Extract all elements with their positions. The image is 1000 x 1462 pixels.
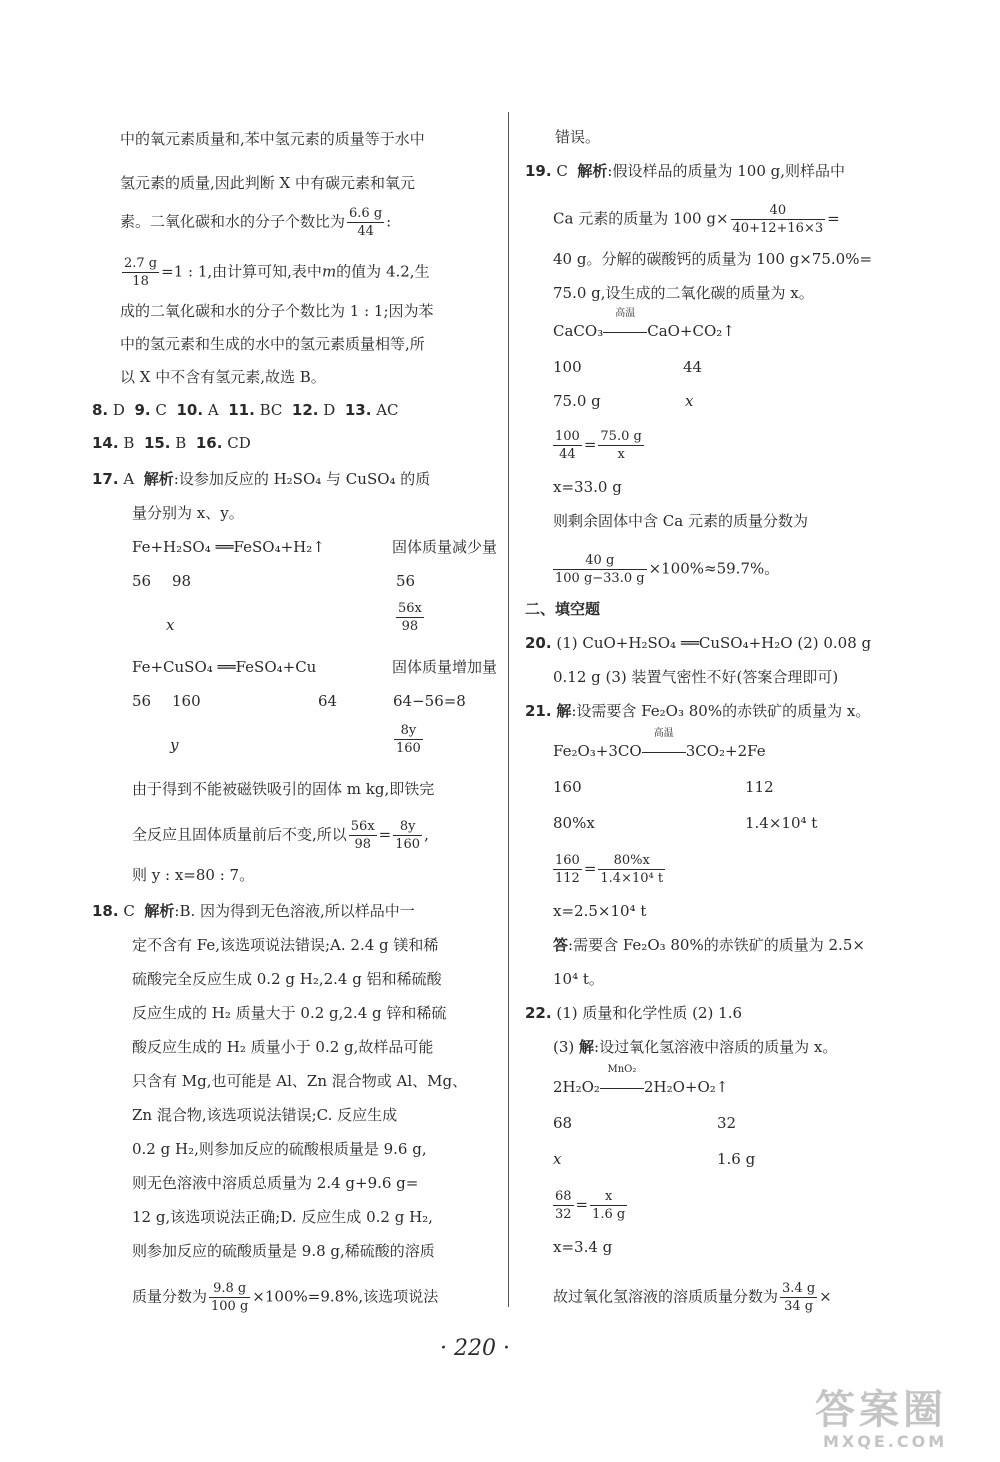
text-line: 则参加反应的硫酸质量是 9.8 g,稀硫酸的溶质	[132, 1242, 435, 1260]
fraction: $\frac{6.6 g}{44}$	[349, 206, 383, 239]
fraction: $\frac{75.0 g}{x}$	[600, 429, 642, 462]
text-line: 质量分数为 $\frac{9.8 g}{100 g}$ ×100%=9.8%,该选项说法	[132, 1281, 439, 1314]
fraction: $\frac{40 g}{100 g-33.0 g}$	[555, 553, 645, 586]
page-number: · 220 ·	[440, 1336, 510, 1361]
equation: Fe+H₂SO₄ ══FeSO₄+H₂↑	[132, 538, 325, 556]
text-line: 素。二氧化碳和水的分子个数比为 $\frac{6.6 g}{44}$ :	[120, 206, 392, 239]
value: 112	[745, 778, 774, 796]
section-heading: 二、填空题	[525, 600, 601, 618]
text-line: 75.0 g,设生成的二氧化碳的质量为 x。	[553, 284, 814, 302]
text-line: 则 y : x=80 : 7。	[132, 866, 255, 884]
value: 64	[318, 692, 338, 710]
value: 44	[683, 358, 703, 376]
value: 1.6 g	[717, 1150, 756, 1168]
text-line: $\frac{2.7 g}{18}$ =1 : 1,由计算可知,表中m的值为 4.2,生	[124, 256, 430, 289]
text-line: 成的二氧化碳和水的分子个数比为 1 : 1;因为苯	[120, 302, 434, 320]
value: 75.0 g	[553, 392, 601, 410]
watermark-logo	[815, 1388, 995, 1458]
value: x	[166, 616, 175, 634]
text-line: 氢元素的质量,因此判断 X 中有碳元素和氧元	[120, 174, 415, 192]
text-line: 答:需要含 Fe₂O₃ 80%的赤铁矿的质量为 2.5×	[553, 936, 865, 954]
text-line: 酸反应生成的 H₂ 质量小于 0.2 g,故样品可能	[132, 1038, 434, 1056]
fraction: $\frac{80\%x}{\text{1.4×10⁴ t}}$	[600, 853, 664, 886]
fraction: $\frac{56x}{98}$	[350, 819, 375, 852]
fraction: $\frac{9.8 g}{100 g}$	[211, 1281, 249, 1314]
text-line: 0.12 g (3) 装置气密性不好(答案合理即可)	[553, 668, 839, 686]
fraction: $\frac{68}{32}$	[555, 1189, 572, 1222]
text-line: $\frac{40 g}{100 g-33.0 g}$ ×100%≈59.7%。	[555, 553, 780, 586]
fraction: $\frac{160}{112}$	[555, 853, 580, 886]
text-line: Ca 元素的质量为 100 g× $\frac{40}{40+12+16\times 3}$ =	[553, 203, 840, 236]
text-line: 只含有 Mg,也可能是 Al、Zn 混合物或 Al、Mg、	[132, 1072, 468, 1090]
value: x	[553, 1150, 562, 1168]
question-17: 17. A 解析:设参加反应的 H₂SO₄ 与 CuSO₄ 的质	[92, 470, 431, 488]
fraction: $\frac{x}{1.6 g}$	[592, 1189, 626, 1222]
value: 80%x	[553, 814, 595, 832]
reaction-arrow: 高温	[603, 320, 647, 342]
watermark-url: MXQE.COM	[823, 1432, 948, 1451]
value: x	[685, 392, 694, 410]
answer-row: 14. B 15. B 16. CD	[92, 434, 251, 452]
text-line: 固体质量减少量	[392, 538, 498, 556]
text-line: 中的氧元素质量和,苯中氢元素的质量等于水中	[120, 130, 425, 148]
fraction-line	[392, 722, 425, 757]
value: 64−56=8	[393, 692, 466, 710]
text-line: x=33.0 g	[553, 478, 622, 496]
value: 56	[132, 692, 152, 710]
question-19: 19. C 解析:假设样品的质量为 100 g,则样品中	[525, 162, 845, 180]
fraction: $\frac{40}{40+12+16\times 3}$	[732, 203, 824, 236]
equation: 2H₂O₂ MnO₂ 2H₂O+O₂↑	[553, 1064, 729, 1096]
text-line: 全反应且固体质量前后不变,所以 $\frac{56x}{98}$ = $\frac{8y}{160}$ ,	[132, 819, 429, 852]
text-line: (3) 解:设过氧化氢溶液中溶质的质量为 x。	[553, 1038, 838, 1056]
equation: Fe+CuSO₄ ══FeSO₄+Cu	[132, 658, 317, 676]
fraction-line: $\frac{68}{32}$ = $\frac{x}{1.6 g}$	[555, 1189, 626, 1222]
value: 32	[717, 1114, 737, 1132]
text-line: 反应生成的 H₂ 质量大于 0.2 g,2.4 g 锌和稀硫	[132, 1004, 447, 1022]
value: 1.4×10⁴ t	[745, 814, 818, 832]
text-line: 中的氢元素和生成的水中的氢元素质量相等,所	[120, 335, 425, 353]
text-line: 则剩余固体中含 Ca 元素的质量分数为	[553, 512, 808, 530]
fraction: $\frac{8y}{160}$	[396, 723, 421, 756]
text-line: 量分别为 x、y。	[132, 504, 244, 522]
text-line: 12 g,该选项说法正确;D. 反应生成 0.2 g H₂,	[132, 1208, 433, 1226]
value: 56	[396, 572, 416, 590]
question-18: 18. C 解析:B. 因为得到无色溶液,所以样品中一	[92, 902, 415, 920]
value: 98	[172, 572, 192, 590]
fraction: $\frac{3.4 g}{34 g}$	[782, 1281, 816, 1314]
equation: CaCO₃ 高温 CaO+CO₂↑	[553, 308, 735, 340]
text-line: 硫酸完全反应生成 0.2 g H₂,2.4 g 铝和稀硫酸	[132, 970, 442, 988]
fraction: $\frac{100}{44}$	[555, 429, 580, 462]
question-20: 20. (1) CuO+H₂SO₄ ══CuSO₄+H₂O (2) 0.08 g	[525, 634, 872, 652]
equation: Fe₂O₃+3CO 高温 3CO₂+2Fe	[553, 728, 766, 760]
fraction-line: $\frac{100}{44}$ = $\frac{75.0 g}{x}$	[555, 429, 642, 462]
text-line: 错误。	[555, 128, 601, 146]
text-line: 故过氧化氢溶液的溶质质量分数为 $\frac{3.4 g}{34 g}$ ×	[553, 1281, 832, 1314]
text-line: x=2.5×10⁴ t	[553, 902, 647, 920]
text-line: 固体质量增加量	[392, 658, 498, 676]
fraction-line: $\frac{160}{112}$ = $\frac{80\%x}{\text{1.4×10⁴ t}}$	[555, 853, 664, 886]
fraction: $\frac{8y}{160}$	[395, 819, 421, 852]
value: 160	[172, 692, 201, 710]
reaction-arrow: MnO₂	[600, 1076, 644, 1098]
reaction-arrow: 高温	[642, 740, 686, 762]
question-22: 22. (1) 质量和化学性质 (2) 1.6	[525, 1004, 743, 1022]
text-line: Zn 混合物,该选项说法错误;C. 反应生成	[132, 1106, 398, 1124]
watermark-text: 答案圈	[815, 1387, 947, 1433]
text-line: 由于得到不能被磁铁吸引的固体 m kg,即铁完	[132, 780, 435, 798]
answer-row: 8. D 9. C 10. A 11. BC 12. D 13. AC	[92, 401, 399, 419]
question-21: 21. 解:设需要含 Fe₂O₃ 80%的赤铁矿的质量为 x。	[525, 702, 871, 720]
text-line: 10⁴ t。	[553, 970, 604, 988]
value: y	[170, 736, 179, 754]
fraction: $\frac{2.7 g}{18}$	[124, 256, 158, 289]
text-line: 40 g。分解的碳酸钙的质量为 100 g×75.0%=	[553, 250, 873, 268]
text-line: 则无色溶液中溶质总质量为 2.4 g+9.6 g=	[132, 1174, 419, 1192]
text-line: 0.2 g H₂,则参加反应的硫酸根质量是 9.6 g,	[132, 1140, 427, 1158]
fraction-line	[394, 600, 426, 635]
fraction: $\frac{56x}{98}$	[398, 601, 422, 634]
value: 100	[553, 358, 582, 376]
text-line: x=3.4 g	[553, 1238, 613, 1256]
value: 160	[553, 778, 582, 796]
value: 56	[132, 572, 152, 590]
value: 68	[553, 1114, 573, 1132]
column-divider	[508, 112, 509, 1307]
text-line: 定不含有 Fe,该选项说法错误;A. 2.4 g 镁和稀	[132, 936, 439, 954]
text-line: 以 X 中不含有氢元素,故选 B。	[120, 368, 326, 386]
